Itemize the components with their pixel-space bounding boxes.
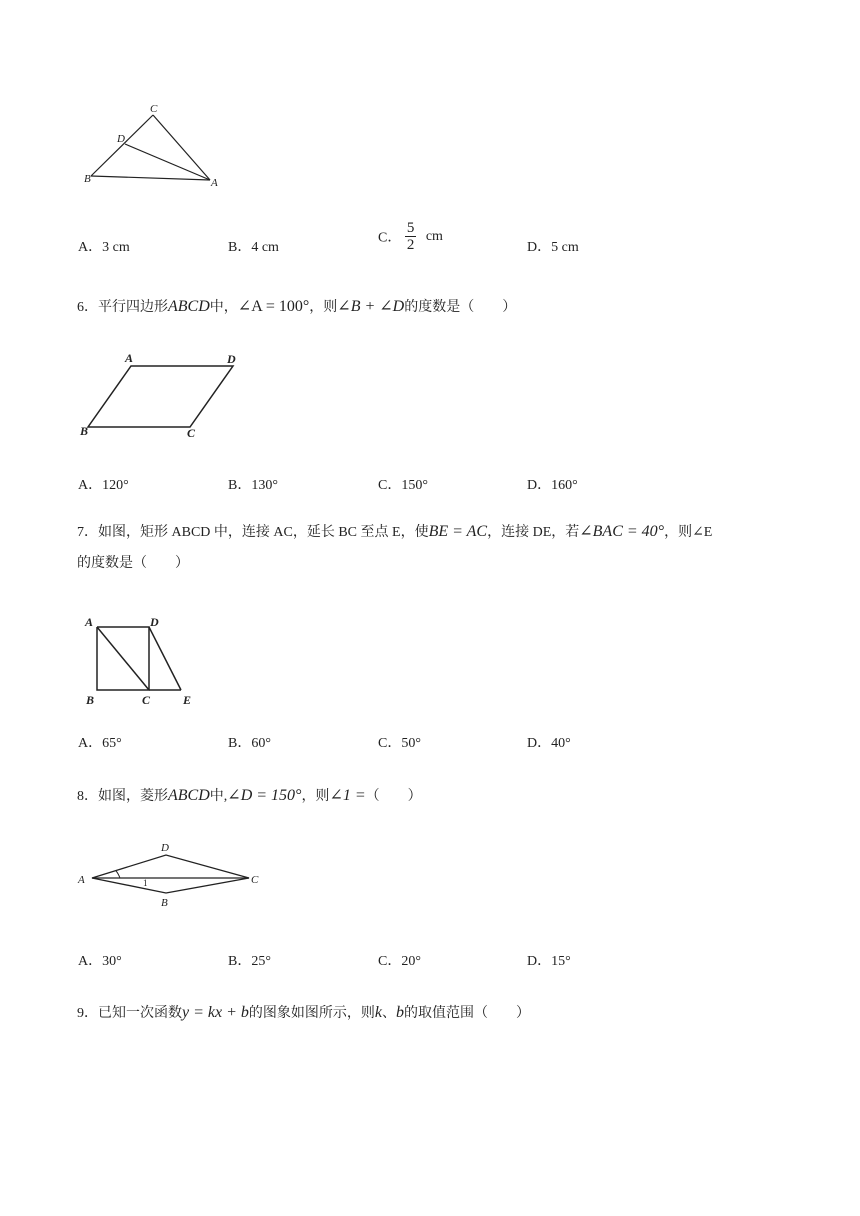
q8-label-c: C <box>251 874 259 886</box>
q8-angle-1-label: 1 <box>143 878 148 888</box>
q7-rectangle-figure <box>80 612 200 710</box>
q6-option-c[interactable]: C．150° <box>378 478 428 493</box>
q6-label-a: A <box>125 351 134 365</box>
q5-label-a: A <box>211 177 218 189</box>
q5-option-a[interactable]: A．3 cm <box>78 240 130 255</box>
fraction-five-halves: $\frac{5}{2}$ <box>406 220 415 253</box>
q6-option-b[interactable]: B．130° <box>228 478 278 493</box>
q7-option-a[interactable]: A．65° <box>78 736 122 751</box>
q5-label-d: D <box>117 133 125 145</box>
q8-option-b[interactable]: B．25° <box>228 954 271 969</box>
q5-triangle-figure <box>80 100 230 192</box>
q6-option-a[interactable]: A．120° <box>78 478 129 493</box>
q5-option-b[interactable]: B．4 cm <box>228 240 279 255</box>
q7-label-e: E <box>183 693 192 707</box>
q8-option-d[interactable]: D．15° <box>527 954 571 969</box>
q8-options <box>78 950 738 980</box>
q6-option-d[interactable]: D．160° <box>527 478 578 493</box>
q8-stem: 8．如图，菱形ABCD中,∠D = 150°，则∠1 =（ ） <box>77 787 422 804</box>
q6-options <box>78 474 738 504</box>
q8-label-b: B <box>161 897 168 909</box>
q5-label-b: B <box>84 173 91 185</box>
q8-label-d: D <box>161 842 169 854</box>
q8-option-c[interactable]: C．20° <box>378 954 421 969</box>
q8-rhombus-figure <box>76 836 271 912</box>
q7-label-c: C <box>142 693 151 707</box>
q6-stem: 6．平行四边形ABCD中，∠A = 100°，则∠B + ∠D的度数是（ ） <box>77 298 517 315</box>
q7-option-b[interactable]: B．60° <box>228 736 271 751</box>
q7-label-d: D <box>150 615 159 629</box>
q9-stem: 9．已知一次函数y = kx + b的图象如图所示，则k、b的取值范围（ ） <box>77 1004 531 1021</box>
q8-option-a[interactable]: A．30° <box>78 954 122 969</box>
q7-option-c[interactable]: C．50° <box>378 736 421 751</box>
q5-label-c: C <box>150 103 158 115</box>
q7-stem: 7．如图，矩形 ABCD 中，连接 AC，延长 BC 至点 E，使BE = AC，连接 DE，若∠BAC = 40°，则∠E <box>77 523 713 540</box>
q7-options <box>78 732 738 762</box>
q6-label-c: C <box>187 426 196 440</box>
q6-parallelogram-figure <box>78 350 248 442</box>
q7-stem-line2: 的度数是（ ） <box>77 556 189 571</box>
q8-label-a: A <box>78 874 85 886</box>
q7-label-b: B <box>86 693 95 707</box>
q5-option-c[interactable]: C． $\frac{5}{2}$ cm <box>378 220 443 253</box>
q7-option-d[interactable]: D．40° <box>527 736 571 751</box>
q5-options <box>78 220 738 264</box>
q7-label-a: A <box>85 615 94 629</box>
q5-option-d[interactable]: D．5 cm <box>527 240 579 255</box>
q6-label-b: B <box>80 424 89 438</box>
q6-label-d: D <box>227 352 236 366</box>
